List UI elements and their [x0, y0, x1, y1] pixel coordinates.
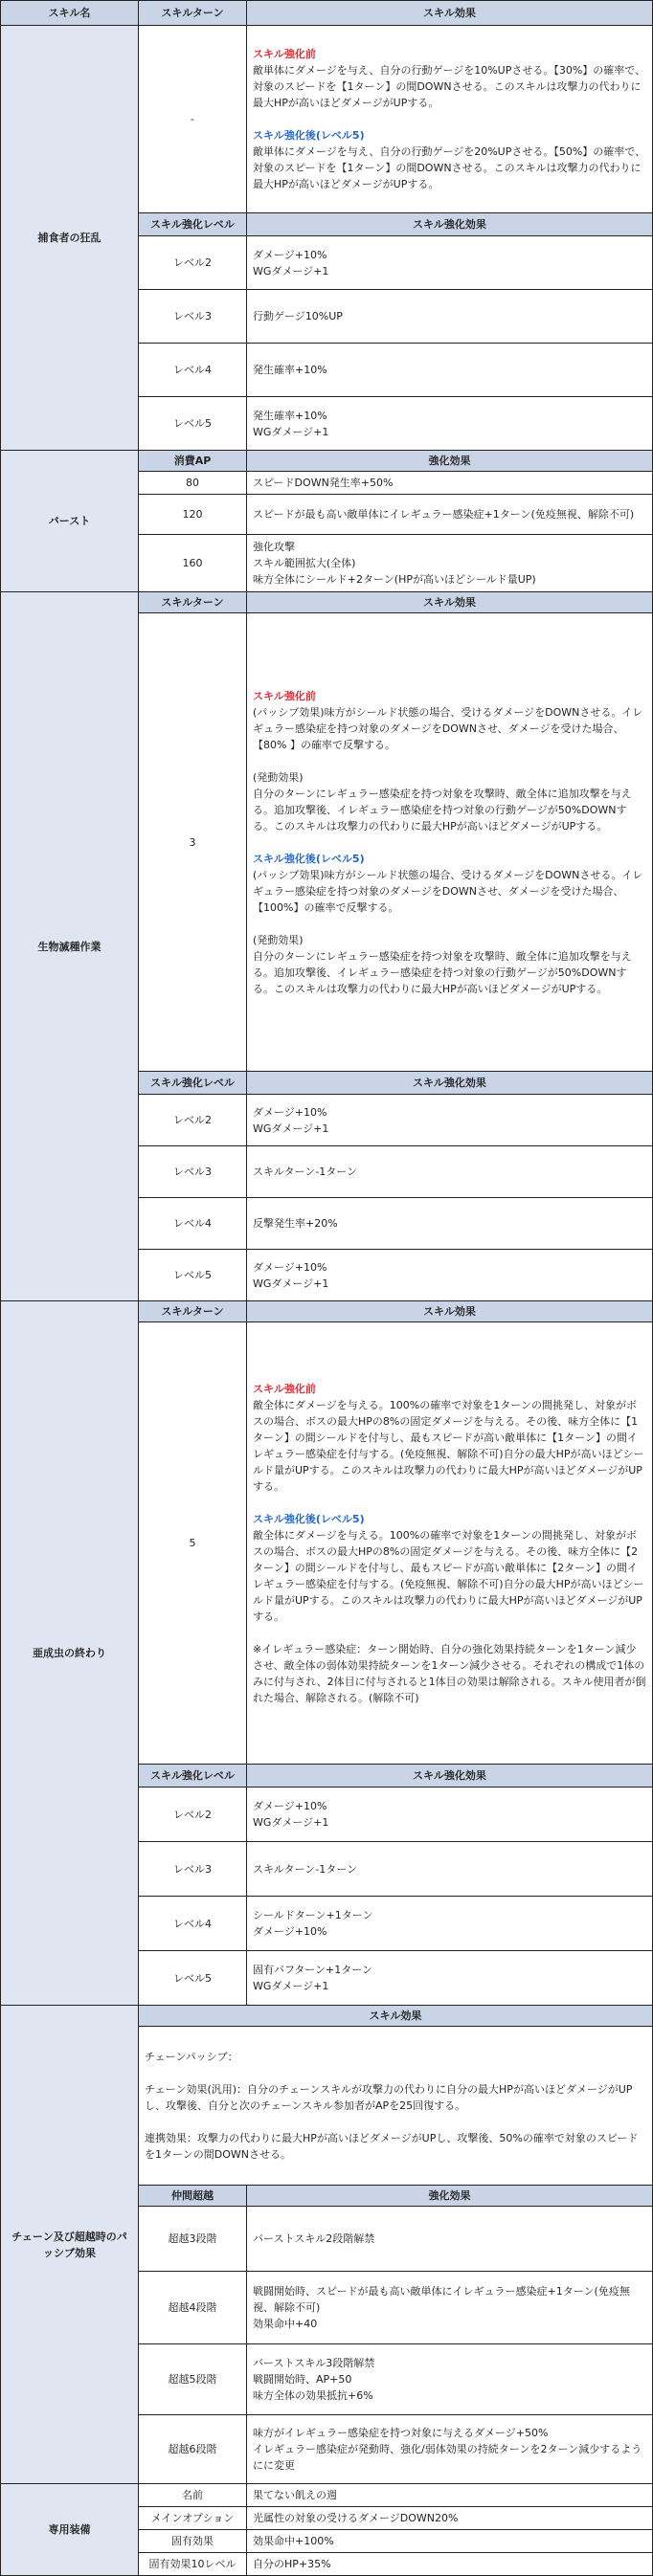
- s6-label: 名前: [139, 2484, 247, 2507]
- s2-ap: 160: [139, 535, 247, 592]
- s5-header-stage: 仲間超越: [139, 2186, 247, 2207]
- s4-level-line: ダメージ+10%: [253, 1800, 327, 1812]
- s1-level-label: レベル5: [139, 397, 247, 451]
- s3-level-line: ダメージ+10%: [253, 1105, 327, 1119]
- s5-stage-line: イレギュラー感染症が発動時、強化/弱体効果の持続ターンを2ターン減少するようにに変更: [253, 2443, 642, 2472]
- s5-stage-effect: [247, 2344, 653, 2415]
- s6-value: 光属性の対象の受けるダメージDOWN20%: [247, 2507, 653, 2530]
- s2-effect: [247, 472, 653, 495]
- s5-chain-cell: [139, 2027, 653, 2186]
- header-skill-effect: スキル効果: [247, 1, 653, 26]
- s2-header-ap: 消費AP: [139, 451, 247, 472]
- s1-level-label: レベル3: [139, 290, 247, 344]
- s5-stage-label: 超越6段階: [139, 2415, 247, 2484]
- s3-level-effect: [247, 1250, 653, 1301]
- spacer: [253, 834, 646, 851]
- s4-level-line: ダメージ+10%: [253, 1925, 327, 1938]
- s4-header-effect: スキル効果: [247, 1301, 653, 1322]
- s5-header-row: [1, 2006, 653, 2027]
- s4-level-line: WGダメージ+1: [253, 1980, 329, 1992]
- s3-post-text: (パッシブ効果)味方がシールド状態の場合、受けるダメージをDOWNさせる。イレギュラー感染症を持つ対象のダメージをDOWNさせ、ダメージを受けた場合、【100%】の確率で反撃する。: [253, 868, 643, 914]
- s5-stage-line: バーストスキル2段階解禁: [253, 2232, 375, 2245]
- s5-stage-line: 効果命中+40: [253, 2318, 318, 2330]
- s1-lvl-header-effect: スキル強化効果: [247, 213, 653, 236]
- s2-line: スピードDOWN発生率+50%: [253, 477, 394, 489]
- s4-level-effect: [247, 1842, 653, 1897]
- s5-stage-label: 超越4段階: [139, 2272, 247, 2344]
- s4-level-label: レベル3: [139, 1842, 247, 1897]
- s3-level-line: ダメージ+10%: [253, 1260, 327, 1274]
- s3-level-line: WGダメージ+1: [253, 1121, 329, 1135]
- s4-lvl-header-effect: スキル強化効果: [247, 1765, 653, 1788]
- s3-level-effect: [247, 1198, 653, 1250]
- s4-level-effect: [247, 1897, 653, 1951]
- s2-line: 強化攻撃: [253, 541, 295, 553]
- s1-post-text: 敵単体にダメージを与え、自分の行動ゲージを20%UPさせる。【50%】の確率で、対象のスピードを【1ターン】の間DOWNさせる。このスキルは攻撃力の代わりに最大HPが高いほどダメージがUPする。: [253, 145, 646, 190]
- s2-line: スピードが最も高い敵単体にイレギュラー感染症+1ターン(免疫無視、解除不可): [253, 508, 635, 521]
- s5-link-text: 連携効果：攻撃力の代わりに最大HPが高いほどダメージがUPし、攻撃後、50%の確率で対象のスピードを1ターンの間DOWNさせる。: [145, 2132, 639, 2161]
- s3-level-label: レベル4: [139, 1198, 247, 1250]
- spacer: [253, 1495, 646, 1511]
- s4-level-line: シールドターン+1ターン: [253, 1909, 373, 1921]
- s2-line: 味方全体にシールド+2ターン(HPが高いほどシールド量UP): [253, 573, 536, 586]
- s4-level-line: スキルターン-1ターン: [253, 1862, 357, 1876]
- s1-lvl-header-level: スキル強化レベル: [139, 213, 247, 236]
- s3-header-turn: スキルターン: [139, 592, 247, 613]
- s3-header-row: [1, 592, 653, 613]
- s6-value: 自分のHP+35%: [247, 2553, 653, 2576]
- s1-pre-title: スキル強化前: [253, 48, 316, 60]
- s4-header-turn: スキルターン: [139, 1301, 247, 1322]
- s6-label: 固有効果10レベル: [139, 2553, 247, 2576]
- s3-level-effect: [247, 1095, 653, 1146]
- spacer: [253, 753, 646, 769]
- s1-main-row: [1, 26, 653, 213]
- table-header-row: [1, 1, 653, 26]
- s4-pre-title: スキル強化前: [253, 1382, 316, 1395]
- s5-stage-effect: [247, 2207, 653, 2272]
- s4-effect-cell: [247, 1322, 653, 1765]
- s1-level-effect: [247, 290, 653, 344]
- s3-level-line: 反撃発生率+20%: [253, 1217, 338, 1230]
- s1-level-line: ダメージ+10%: [253, 248, 327, 261]
- s3-post-text: 自分のターンにレギュラー感染症を持つ対象を攻撃時、敵全体に追加攻撃を与える。追加攻撃後、イレギュラー感染症を持つ対象の行動ゲージが50%DOWNする。このスキルは攻撃力の代わりに最大HPが高いほどダメージがUPする。: [253, 949, 632, 995]
- s4-level-label: レベル2: [139, 1788, 247, 1842]
- s3-level-line: WGダメージ+1: [253, 1277, 329, 1290]
- s3-skill-name: 生物滅種作業: [1, 592, 139, 1301]
- s5-stage-line: 戦闘開始時、AP+50: [253, 2373, 352, 2386]
- spacer: [253, 111, 646, 127]
- s1-pre-text: 敵単体にダメージを与え、自分の行動ゲージを10%UPさせる。【30%】の確率で、対象のスピードを【1ターン】の間DOWNさせる。このスキルは攻撃力の代わりに最大HPが高いほどダメージがUPする。: [253, 64, 646, 109]
- spacer: [145, 2114, 646, 2130]
- s6-row: [1, 2484, 653, 2507]
- s2-header-row: [1, 451, 653, 472]
- s2-effect: [247, 495, 653, 535]
- header-skill-turn: スキルターン: [139, 1, 247, 26]
- s5-stage-effect: [247, 2272, 653, 2344]
- s2-effect: [247, 535, 653, 592]
- s5-chain-text: チェーン効果(汎用)：自分のチェーンスキルが攻撃力の代わりに自分の最大HPが高いほどダメージがUPし、攻撃後、自分と次のチェーンスキル参加者がAPを25回復する。: [145, 2083, 633, 2112]
- s1-level-line: 行動ゲージ10%UP: [253, 310, 343, 322]
- spacer: [145, 2065, 646, 2081]
- s5-header-boost: 強化効果: [247, 2186, 653, 2207]
- s4-skill-name: 亜成虫の終わり: [1, 1301, 139, 2006]
- s1-level-effect: [247, 344, 653, 397]
- s1-level-line: 発生確率+10%: [253, 409, 327, 422]
- s5-header-effect: スキル効果: [139, 2006, 653, 2027]
- s3-lvl-header-level: スキル強化レベル: [139, 1072, 247, 1095]
- s3-pre-title: スキル強化前: [253, 689, 316, 702]
- s3-post-text: (発動効果): [253, 933, 304, 946]
- s4-post-title: スキル強化後(レベル5): [253, 1512, 365, 1525]
- s6-value: 効果命中+100%: [247, 2530, 653, 2553]
- spacer: [253, 916, 646, 932]
- s6-value: 果てない飢えの週: [247, 2484, 653, 2507]
- s1-effect-cell: [247, 26, 653, 213]
- s4-header-row: [1, 1301, 653, 1322]
- s3-turn: 3: [139, 613, 247, 1072]
- s3-level-line: スキルターン-1ターン: [253, 1166, 357, 1178]
- s4-level-label: レベル4: [139, 1897, 247, 1951]
- s5-skill-name: チェーン及び超越時のパッシブ効果: [1, 2006, 139, 2484]
- spacer: [253, 1625, 646, 1641]
- s3-effect-cell: [247, 613, 653, 1072]
- s5-stage-line: 味方全体の効果抵抗+6%: [253, 2389, 373, 2402]
- s2-line: スキル範囲拡大(全体): [253, 557, 356, 569]
- s1-level-line: 発生確率+10%: [253, 364, 327, 376]
- s1-level-label: レベル2: [139, 236, 247, 290]
- header-skill-name: スキル名: [1, 1, 139, 26]
- s3-lvl-header-effect: スキル強化効果: [247, 1072, 653, 1095]
- s4-pre-text: 敵全体にダメージを与える。100%の確率で対象を1ターンの間挑発し、対象がボスの場合、ボスの最大HPの8%の固定ダメージを与える。その後、味方全体に【1ターン】の間シールドを付与し、最もスピードが高い敵単体に【1ターン】の間イレギュラー感染症を付与する。(免疫無視、解除不可)自分の最大HPが高いほどシールド量がUPする。このスキルは攻撃力の代わりに最大HPが高いほどダメージがUPする。: [253, 1398, 644, 1493]
- s5-stage-line: バーストスキル3段階解禁: [253, 2357, 375, 2369]
- s4-lvl-header-level: スキル強化レベル: [139, 1765, 247, 1788]
- s4-level-effect: [247, 1788, 653, 1842]
- s4-note: ※イレギュラー感染症：ターン開始時、自分の強化効果持続ターンを1ターン減少させ、敵全体の弱体効果持続ターンを1ターン減少させる。それぞれの構成で1体のみに付与され、2体目に付与されると1体目の効果は解除される。スキル使用者が倒れた場合、解除される。(解除不可): [253, 1642, 646, 1704]
- s4-level-label: レベル5: [139, 1951, 247, 2006]
- s1-level-line: WGダメージ+1: [253, 264, 329, 278]
- s3-pre-text: 自分のターンにレギュラー感染症を持つ対象を攻撃時、敵全体に追加攻撃を与える。追加攻撃後、イレギュラー感染症を持つ対象の行動ゲージが50%DOWNする。このスキルは攻撃力の代わりに最大HPが高いほどダメージがUPする。: [253, 787, 632, 833]
- s5-stage-effect: [247, 2415, 653, 2484]
- s6-name: 専用装備: [1, 2484, 139, 2576]
- s3-header-effect: スキル効果: [247, 592, 653, 613]
- s4-post-text: 敵全体にダメージを与える。100%の確率で対象を1ターンの間挑発し、対象がボスの場合、ボスの最大HPの8%の固定ダメージを与える。その後、味方全体に【2ターン】の間シールドを付与し、最もスピードが高い敵単体に【2ターン】の間イレギュラー感染症を付与する。(免疫無視、解除不可)自分の最大HPが高いほどシールド量がUPする。このスキルは攻撃力の代わりに最大HPが高いほどダメージがUPする。: [253, 1528, 644, 1623]
- s4-turn: 5: [139, 1322, 247, 1765]
- s3-level-label: レベル3: [139, 1146, 247, 1198]
- s5-chain-title: チェーンパッシブ：: [145, 2051, 238, 2063]
- s6-label: 固有効果: [139, 2530, 247, 2553]
- s3-level-effect: [247, 1146, 653, 1198]
- s2-ap: 80: [139, 472, 247, 495]
- s1-post-title: スキル強化後(レベル5): [253, 129, 365, 142]
- s3-level-label: レベル5: [139, 1250, 247, 1301]
- s1-turn: -: [139, 26, 247, 213]
- s5-stage-line: 味方がイレギュラー感染症を持つ対象に与えるダメージ+50%: [253, 2427, 549, 2439]
- s5-stage-line: 戦闘開始時、スピードが最も高い敵単体にイレギュラー感染症+1ターン(免疫無視、解除不可): [253, 2285, 630, 2314]
- s1-level-effect: [247, 236, 653, 290]
- s1-level-label: レベル4: [139, 344, 247, 397]
- s3-pre-text: (発動効果): [253, 770, 304, 784]
- s2-header-effect: 強化効果: [247, 451, 653, 472]
- s1-level-line: WGダメージ+1: [253, 425, 329, 438]
- s4-level-line: 固有バフターン+1ターン: [253, 1964, 373, 1976]
- s3-post-title: スキル強化後(レベル5): [253, 852, 365, 865]
- s1-level-effect: [247, 397, 653, 451]
- s5-stage-label: 超越5段階: [139, 2344, 247, 2415]
- s4-level-effect: [247, 1951, 653, 2006]
- s2-skill-name: バースト: [1, 451, 139, 592]
- s4-level-line: WGダメージ+1: [253, 1816, 329, 1829]
- s3-pre-text: (パッシブ効果)味方がシールド状態の場合、受けるダメージをDOWNさせる。イレギュラー感染症を持つ対象のダメージをDOWNさせ、ダメージを受けた場合、【80% 】の確率で反撃する。: [253, 705, 643, 751]
- s6-label: メインオプション: [139, 2507, 247, 2530]
- s5-stage-label: 超越3段階: [139, 2207, 247, 2272]
- s3-level-label: レベル2: [139, 1095, 247, 1146]
- s2-ap: 120: [139, 495, 247, 535]
- s1-skill-name: 捕食者の狂乱: [1, 26, 139, 451]
